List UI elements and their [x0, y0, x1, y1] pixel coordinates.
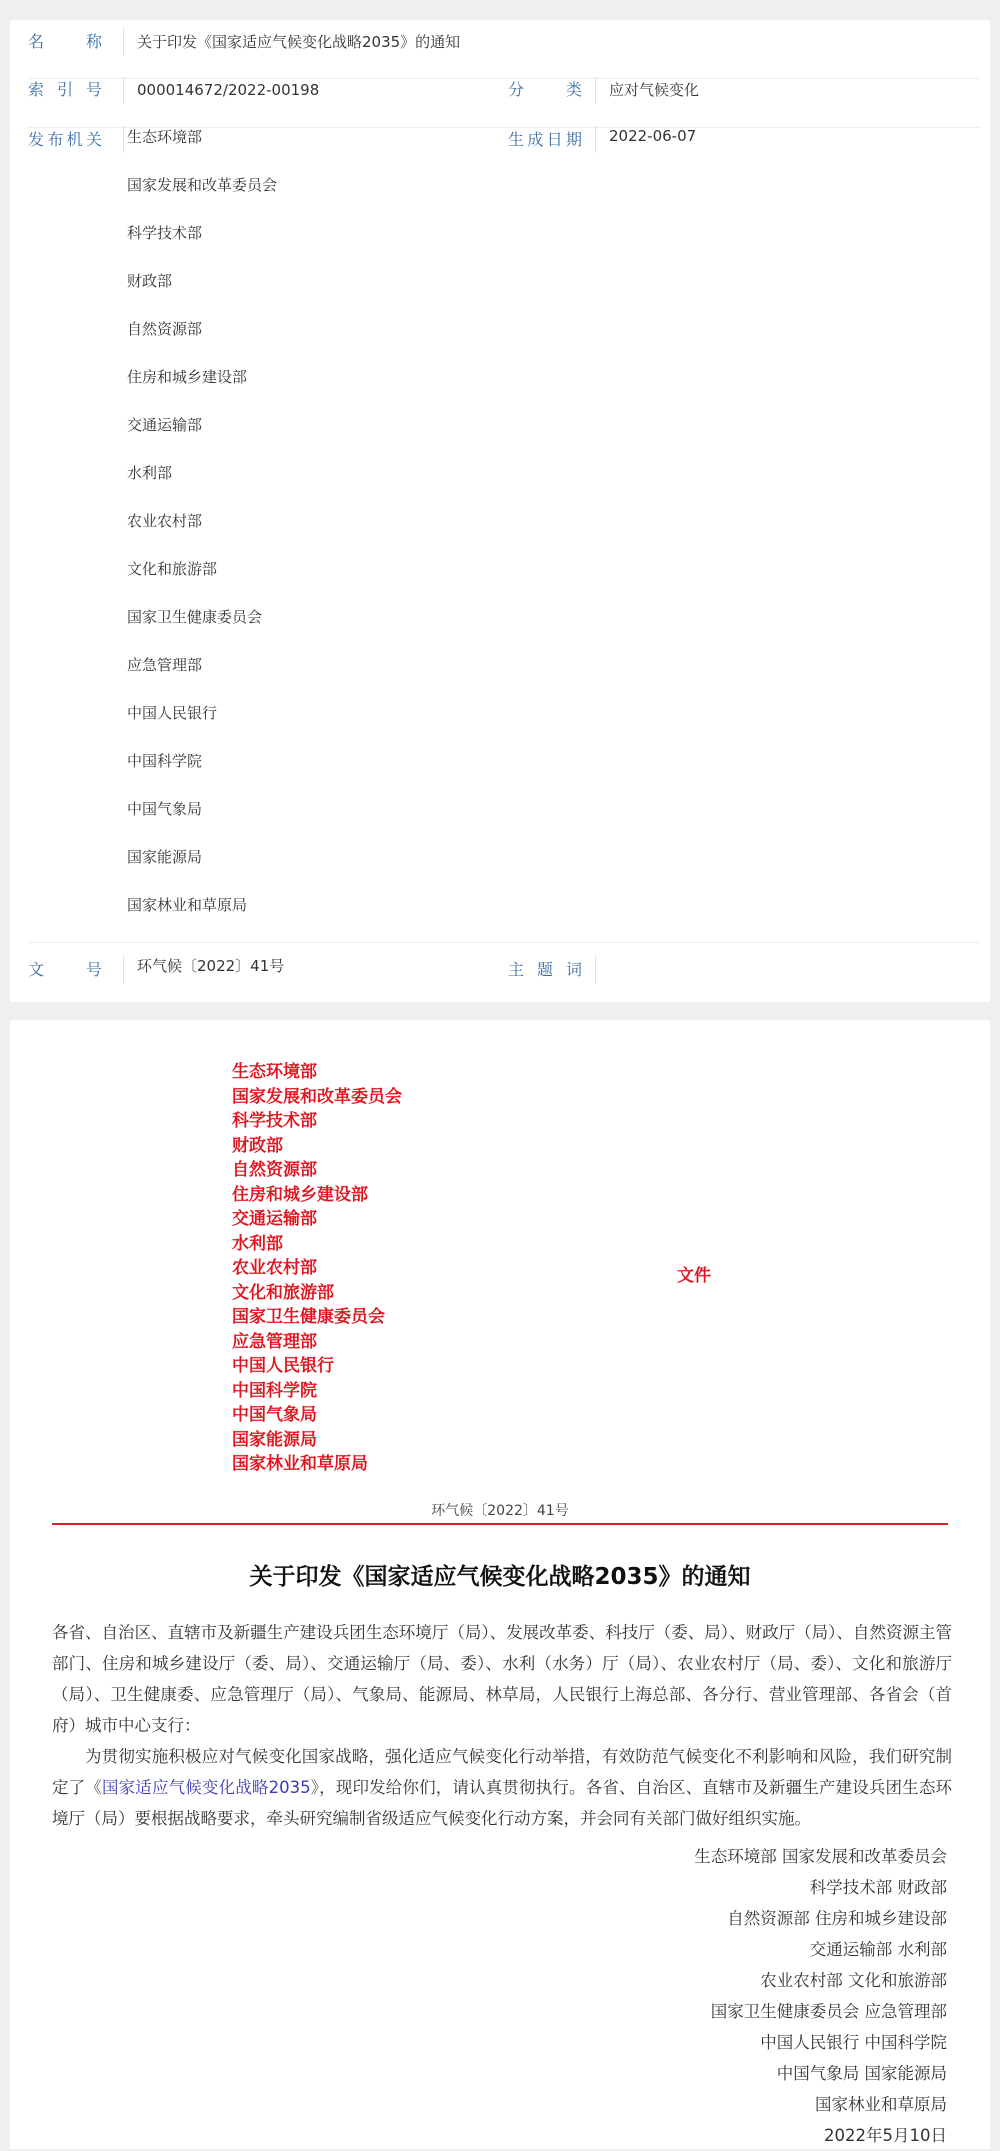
issuer-label: 发布机关: [28, 130, 102, 149]
signature-line: 科学技术部 财政部: [809, 1878, 947, 1897]
issuer-item: 国家能源局: [127, 848, 203, 866]
header-org: 交通运输部: [232, 1209, 317, 1229]
separator: [123, 28, 124, 56]
document-title: 关于印发《国家适应气候变化战略2035》的通知: [249, 1564, 751, 1590]
red-rule-divider: [52, 1523, 948, 1525]
header-org: 国家发展和改革委员会: [232, 1086, 402, 1107]
signature-line: 中国气象局 国家能源局: [776, 2064, 947, 2083]
issuer-item: 中国人民银行: [127, 704, 218, 722]
header-org: 国家林业和草原局: [232, 1454, 368, 1474]
issuer-item: 国家发展和改革委员会: [127, 176, 278, 194]
separator: [595, 956, 596, 984]
separator: [595, 76, 596, 104]
separator: [123, 76, 124, 104]
index-label: 索引号: [28, 80, 102, 99]
header-org: 中国气象局: [232, 1405, 317, 1425]
metadata-card: [10, 20, 990, 1002]
header-org: 中国人民银行: [232, 1356, 334, 1376]
name-label: 名称: [28, 32, 102, 51]
signature-date: 2022年5月10日: [824, 2126, 947, 2145]
signature-line: 国家卫生健康委员会 应急管理部: [710, 2002, 947, 2021]
issuer-item: 中国科学院: [127, 752, 203, 770]
issuer-item: 文化和旅游部: [127, 560, 218, 578]
index-value: 000014672/2022-00198: [137, 81, 320, 99]
issuer-item: 自然资源部: [127, 320, 203, 338]
paragraph-text: 》，现印发给你们，请认真贯彻执行。各省、自治区、直辖市及新疆生产建设兵团生态环境厅（局）要根据战略要求，牵头研究编制省级适应气候变化行动方案，并会同有关部门做好组织实施。: [52, 1778, 953, 1828]
signature-block: [347, 1841, 947, 2151]
signature-line: 国家林业和草原局: [815, 2095, 947, 2114]
header-org: 财政部: [232, 1135, 283, 1156]
header-org: 生态环境部: [232, 1062, 317, 1082]
header-org: 科学技术部: [232, 1111, 317, 1131]
date-value: 2022-06-07: [609, 127, 697, 145]
header-org: 住房和城乡建设部: [232, 1184, 368, 1205]
document-number: 环气候〔2022〕41号: [431, 1503, 569, 1519]
body-paragraph: [52, 1741, 952, 1834]
header-org: 国家能源局: [232, 1429, 317, 1450]
document-card: [10, 1020, 990, 2149]
header-org: 农业农村部: [232, 1258, 317, 1278]
header-suffix: 文件: [677, 1266, 711, 1286]
issuer-item: 财政部: [127, 272, 173, 290]
date-label: 生成日期: [508, 130, 582, 149]
signature-line: 农业农村部 文化和旅游部: [760, 1971, 947, 1990]
category-value: 应对气候变化: [609, 81, 700, 99]
header-org: 中国科学院: [232, 1380, 317, 1401]
signature-line: 生态环境部 国家发展和改革委员会: [694, 1847, 947, 1866]
strategy-link[interactable]: 国家适应气候变化战略2035: [101, 1778, 311, 1797]
category-label: 分类: [508, 80, 582, 99]
document-body: [52, 1617, 952, 1834]
issuer-item: 交通运输部: [127, 416, 203, 434]
docno-value: 环气候〔2022〕41号: [137, 957, 285, 975]
salutation: 各省、自治区、直辖市及新疆生产建设兵团生态环境厅（局）、发展改革委、科技厅（委、局）、财政厅（局）、自然资源主管部门、住房和城乡建设厅（委、局）、交通运输厅（局、委）、水利（水务）厅（局）、农业农村厅（局、委）、文化和旅游厅（局）、卫生健康委、应急管理厅（局）、气象局、能源局、林草局，人民银行上海总部、各分行、营业管理部、各省会（首府）城市中心支行：: [52, 1623, 952, 1735]
separator: [595, 125, 596, 153]
row-divider: [28, 942, 980, 943]
issuer-item: 国家林业和草原局: [127, 896, 248, 914]
issuer-item: 国家卫生健康委员会: [127, 608, 263, 626]
paragraph-text: 为贯彻实施积极应对气候变化国家战略，强化适应气候变化行动举措，有效防范气候变化不利影响和风险，我们研究制定了《: [52, 1747, 952, 1797]
subject-label: 主题词: [508, 960, 582, 979]
signature-line: 自然资源部 住房和城乡建设部: [727, 1909, 947, 1928]
name-value: 关于印发《国家适应气候变化战略2035》的通知: [137, 33, 461, 51]
header-org: 水利部: [232, 1233, 283, 1254]
issuer-item: 水利部: [127, 464, 173, 482]
signature-line: 交通运输部 水利部: [809, 1940, 947, 1959]
signature-line: 中国人民银行 中国科学院: [760, 2033, 947, 2052]
issuer-item: 农业农村部: [127, 512, 203, 530]
separator: [123, 956, 124, 984]
issuer-item: 科学技术部: [127, 224, 203, 242]
header-org: 应急管理部: [232, 1331, 317, 1352]
row-divider: [28, 78, 980, 79]
header-org: 文化和旅游部: [232, 1282, 334, 1303]
issuer-item: 应急管理部: [127, 656, 203, 674]
separator: [123, 125, 124, 153]
issuer-item: 住房和城乡建设部: [127, 368, 248, 386]
header-org: 国家卫生健康委员会: [232, 1307, 385, 1327]
issuer-item: 中国气象局: [127, 800, 203, 818]
docno-label: 文号: [28, 960, 102, 979]
header-org: 自然资源部: [232, 1160, 317, 1180]
issuer-item: 生态环境部: [127, 128, 203, 146]
